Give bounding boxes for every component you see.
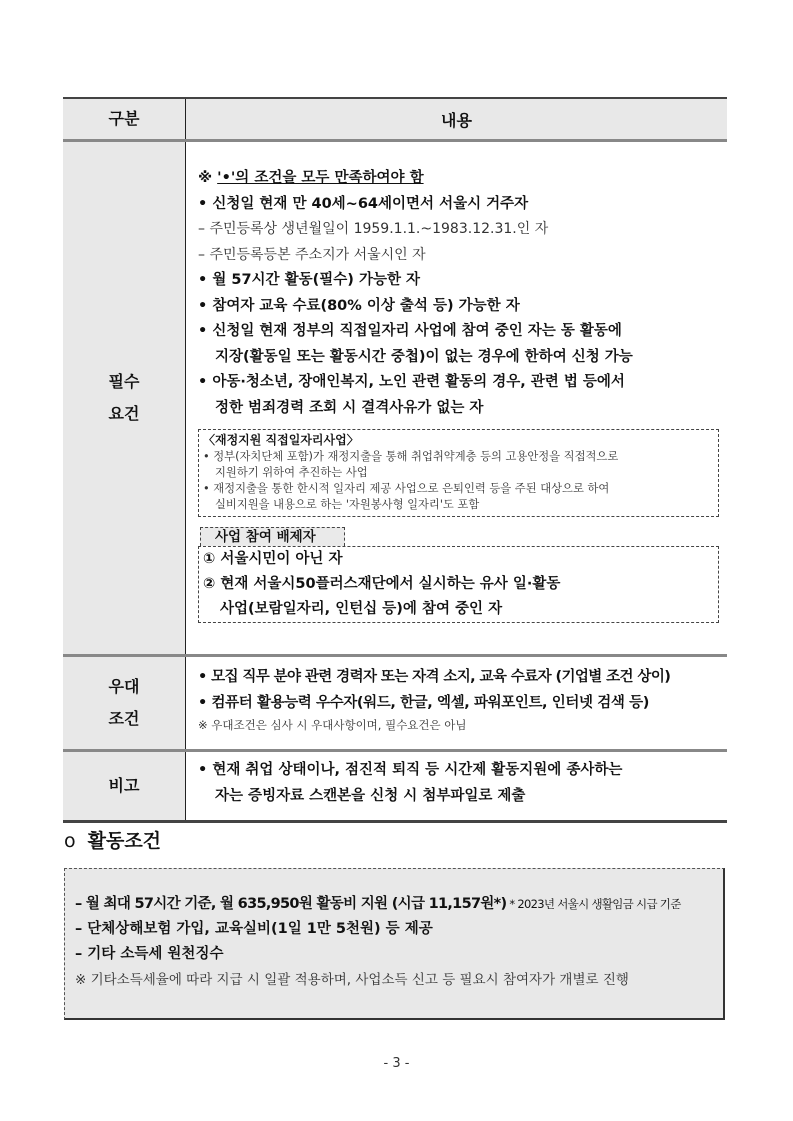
required-label — [63, 142, 186, 654]
exclusion-tag: 사업 참여 배제자 — [200, 527, 345, 546]
activity-conditions-box — [64, 868, 725, 1020]
remarks-content — [186, 752, 727, 820]
header-content: 내용 — [441, 110, 472, 130]
exclusion-line: ① 서울시민이 아닌 자 — [203, 551, 343, 567]
exclusion-line: 사업(보람일자리, 인턴십 등)에 참여 중인 자 — [220, 601, 503, 617]
exclusion-line: ② 현재 서울시50플러스재단에서 실시하는 유사 일·활동 — [203, 576, 561, 592]
info-box-direct-jobs — [198, 429, 719, 517]
required-item-cont: 정한 범죄경력 조회 시 결격사유가 없는 자 — [215, 399, 484, 416]
required-subitem: – 주민등록상 생년월일이 1959.1.1.~1983.12.31.인 자 — [198, 221, 549, 237]
row-remarks — [63, 752, 727, 823]
note-mark: ※ — [198, 170, 218, 186]
condition-note: ※ 기타소득세율에 따라 지급 시 일괄 적용하며, 사업소득 신고 등 필요시 참여자가 개별로 진행 — [75, 972, 629, 988]
section-heading — [64, 826, 161, 853]
row-preferred — [63, 657, 727, 752]
info-box-line: 지원하기 위하여 추진하는 사업 — [215, 466, 368, 479]
preferred-label-line2: 조건 — [108, 709, 140, 728]
condition-line — [75, 892, 723, 917]
condition-pay-footnote: * 2023년 서울시 생활임금 시급 기준 — [506, 897, 681, 911]
preferred-content — [186, 657, 727, 749]
remarks-line: 자는 증빙자료 스캔본을 신청 시 첨부파일로 제출 — [215, 787, 526, 804]
required-item-cont: 지장(활동일 또는 활동시간 중첩)이 없는 경우에 한하여 신청 가능 — [215, 348, 633, 365]
info-box-line: • 재정지출을 통한 한시적 일자리 제공 사업으로 은퇴인력 등을 주된 대상으로 하여 — [203, 482, 610, 495]
required-note — [198, 166, 727, 192]
remarks-label: 비고 — [63, 752, 186, 820]
info-box-line: • 정부(자치단체 포함)가 재정지출을 통해 취업취약계층 등의 고용안정을 직접적으로 — [203, 450, 619, 463]
condition-line: – 단체상해보험 가입, 교육실비(1일 1만 5천원) 등 제공 — [75, 921, 433, 937]
required-note-text: '•'의 조건을 모두 만족하여야 함 — [217, 170, 424, 186]
required-item: • 참여자 교육 수료(80% 이상 출석 등) 가능한 자 — [198, 297, 520, 314]
preferred-note: ※ 우대조건은 심사 시 우대사항이며, 필수요건은 아님 — [198, 718, 467, 732]
table-header — [63, 97, 727, 142]
preferred-label-line1: 우대 — [108, 677, 140, 696]
row-required — [63, 142, 727, 657]
info-box-line: 실비지원을 내용으로 하는 '자원봉사형 일자리'도 포함 — [215, 498, 480, 511]
required-label-line1: 필수 — [108, 372, 140, 391]
condition-line: – 기타 소득세 원천징수 — [75, 946, 224, 962]
page-number: - 3 - — [383, 1056, 410, 1071]
required-content — [186, 142, 727, 654]
exclusion-box — [198, 546, 719, 623]
header-category: 구분 — [63, 99, 186, 139]
requirements-table — [63, 97, 727, 823]
preferred-item: • 모집 직무 분야 관련 경력자 또는 자격 소지, 교육 수료자 (기업별 조건 상이) — [198, 669, 671, 685]
section-title: 활동조건 — [87, 830, 162, 852]
required-item: • 신청일 현재 만 40세~64세이면서 서울시 거주자 — [198, 195, 529, 212]
remarks-line: • 현재 취업 상태이나, 점진적 퇴직 등 시간제 활동지원에 종사하는 — [198, 762, 623, 778]
required-label-line2: 요건 — [108, 404, 140, 423]
circle-bullet-icon: o — [64, 830, 76, 852]
required-item: • 월 57시간 활동(필수) 가능한 자 — [198, 272, 421, 288]
preferred-item: • 컴퓨터 활용능력 우수자(워드, 한글, 엑셀, 파워포인트, 인터넷 검색 등) — [198, 694, 649, 711]
condition-pay: – 월 최대 57시간 기준, 월 635,950원 활동비 지원 (시급 11,157원*) — [75, 896, 507, 912]
required-item: • 아동·청소년, 장애인복지, 노인 관련 활동의 경우, 관련 법 등에서 — [198, 374, 625, 390]
required-item: • 신청일 현재 정부의 직접일자리 사업에 참여 중인 자는 동 활동에 — [198, 323, 622, 339]
info-box-title: 〈재정지원 직접일자리사업〉 — [203, 433, 359, 447]
preferred-label — [63, 657, 186, 749]
required-subitem: – 주민등록등본 주소지가 서울시인 자 — [198, 246, 426, 263]
